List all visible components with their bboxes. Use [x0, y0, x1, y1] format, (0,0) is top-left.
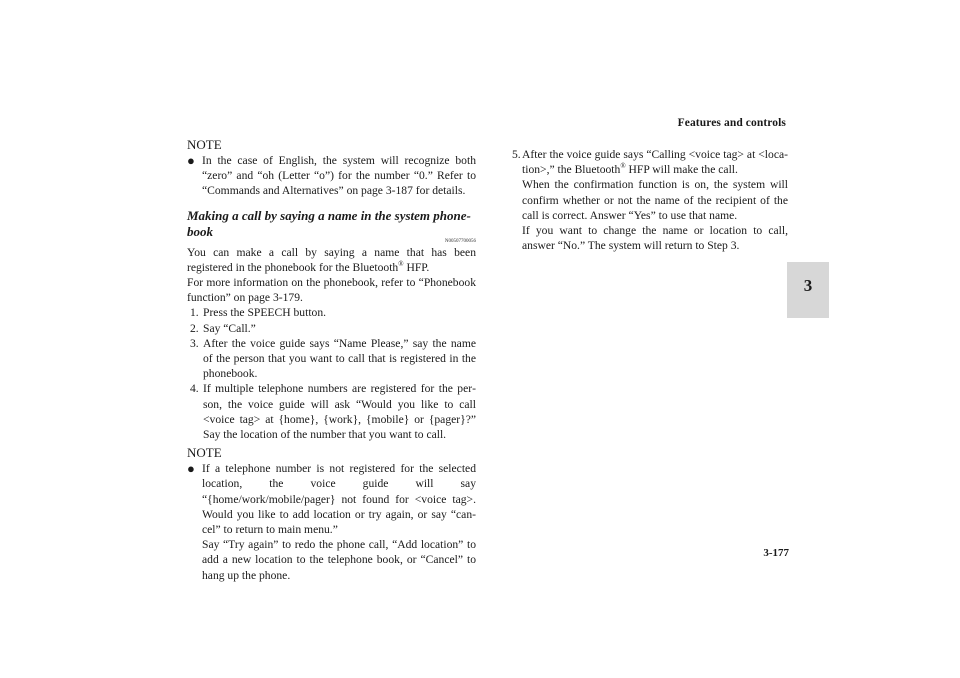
registered-mark: ®: [398, 259, 404, 268]
right-column: [512, 147, 788, 253]
note-label: NOTE: [187, 137, 222, 152]
step-number: 2.: [190, 321, 199, 335]
note-bullet: [187, 461, 476, 583]
step-item: [187, 336, 476, 382]
step-text: Say “Call.”: [203, 321, 256, 335]
step-text-b: HFP will make the call.: [625, 163, 738, 177]
step-number: 5.: [512, 148, 521, 161]
section-header: Features and controls: [677, 117, 786, 129]
chapter-tab-number: 3: [803, 276, 813, 295]
step-item: [512, 147, 788, 253]
step-text-a: After the voice guide says “Calling <voice tag> at <location>,” the Bluetooth: [522, 148, 788, 177]
step-text: After the voice guide says “Name Please,” say the name of the person that you want to call that is registered in the phonebook.: [203, 336, 476, 381]
step-number: 3.: [190, 336, 199, 350]
intro-paragraph-2: For more information on the phonebook, refer to “Phonebook function” on page 3-179.: [187, 276, 476, 305]
registered-mark: ®: [620, 162, 626, 171]
section-code: N00507700056: [444, 238, 476, 244]
step-text: If multiple telephone numbers are registered for the person, the voice guide will ask “Would you like to call <voice tag> at {home}, {work}, {mobile} or {pager}?” Say the location of the number that you want to call.: [203, 382, 476, 442]
intro-paragraph: [187, 245, 476, 275]
section-heading: Making a call by saying a name in the system phonebook: [187, 207, 471, 239]
note-text: In the case of English, the system will recognize both “zero” and “oh (Letter “o”) for the number “0.” Refer to “Commands and Alternatives” on page 3-187 for details.: [202, 154, 476, 198]
step-number: 4.: [190, 382, 199, 396]
note-text: If a telephone number is not registered for the selected location, the voice guide will say “{home/work/mobile/pager} not found for <voice tag>. Would you like to add location or try again, or say “cancel” to return to main menu.”: [202, 462, 476, 537]
note-text: Say “Try again” to redo the phone call, “Add location” to add a new location to the telephone book, or “Cancel” to hang up the phone.: [202, 538, 476, 582]
intro-text: You can make a call by saying a name that has been registered in the phonebook for the Bluetooth: [187, 245, 476, 274]
step-item: [187, 381, 476, 442]
step-number: 1.: [190, 306, 199, 320]
intro-text-end: HFP.: [403, 260, 430, 274]
left-column: [187, 137, 476, 583]
step-paragraph: When the confirmation function is on, the system will confirm whether or not the name of the recipient of the call is correct. Answer “Yes” to use that name.: [522, 178, 788, 222]
step-paragraph: If you want to change the name or location to call, answer “No.” The system will return to Step 3.: [522, 224, 788, 253]
step-item: [187, 321, 476, 336]
note-bullet: [187, 153, 476, 199]
step-item: [187, 305, 476, 320]
step-text: [522, 147, 788, 177]
page-number: 3-177: [763, 547, 789, 559]
bullet-dot-icon: ●: [187, 461, 195, 477]
note-label: NOTE: [187, 445, 222, 461]
step-text: Press the SPEECH button.: [203, 306, 327, 320]
bullet-dot-icon: ●: [187, 153, 195, 168]
